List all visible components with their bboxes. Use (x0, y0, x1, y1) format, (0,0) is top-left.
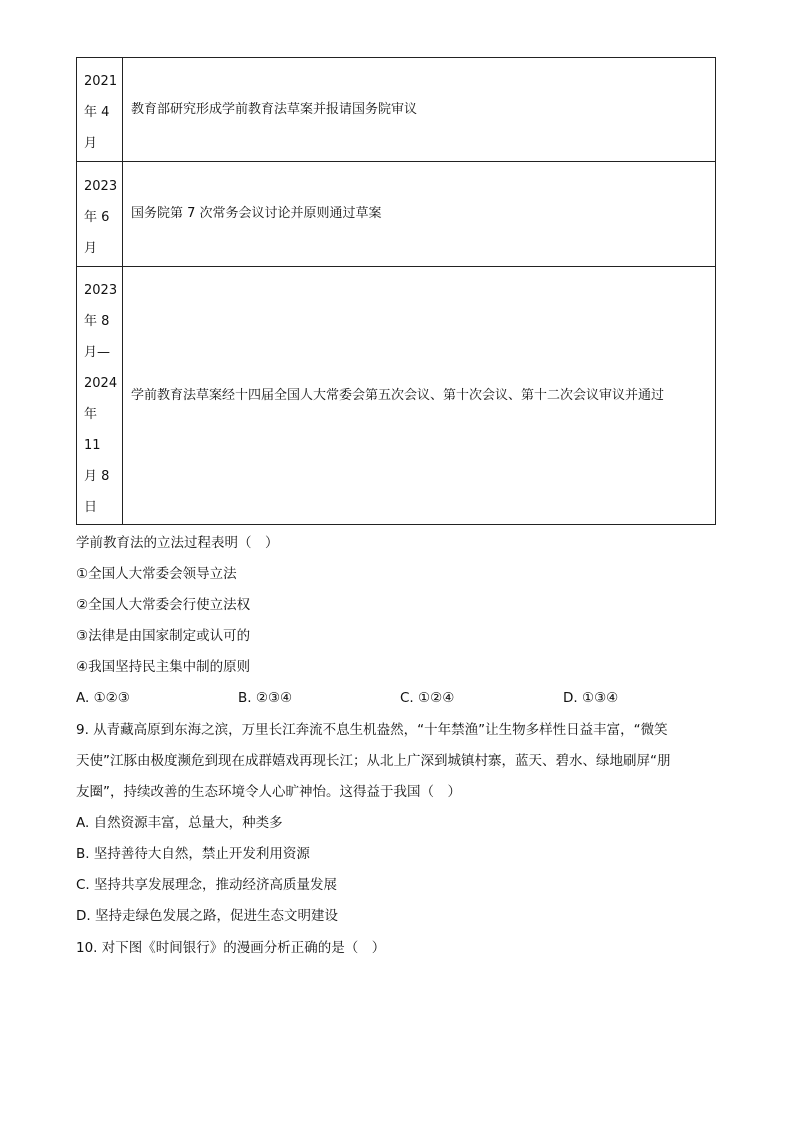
timeline-event-cell: 教育部研究形成学前教育法草案并报请国务院审议 (123, 58, 716, 162)
timeline-date-line: 2023 (84, 178, 118, 194)
question-9 (76, 720, 736, 924)
question-stem: 10. 对下图《时间银行》的漫画分析正确的是（ ） (76, 940, 386, 956)
timeline-date-line: 月 8 (84, 468, 110, 484)
statement-item: ④我国坚持民主集中制的原则 (76, 659, 251, 675)
statement-item: ③法律是由国家制定或认可的 (76, 628, 251, 644)
timeline-date-line: 年 (84, 406, 98, 422)
statement-item: ①全国人大常委会领导立法 (76, 566, 237, 582)
question-10 (76, 938, 736, 962)
timeline-date-line: 月 (84, 240, 98, 256)
timeline-date-line: 年 6 (84, 209, 110, 225)
answer-option-d: D. ①③④ (563, 690, 619, 706)
timeline-date-line: 2023 (84, 282, 118, 298)
legislation-timeline-table (76, 57, 716, 525)
question-8 (76, 533, 736, 713)
answer-option-a: A. ①②③ (76, 690, 130, 706)
timeline-date-line: 2024 (84, 375, 118, 391)
timeline-date-line: 月— (84, 344, 111, 360)
answer-option-c: C. 坚持共享发展理念，推动经济高质量发展 (76, 877, 338, 893)
answer-option-b: B. 坚持善待大自然，禁止开发利用资源 (76, 846, 310, 862)
timeline-date-line: 年 4 (84, 105, 110, 120)
timeline-date-line: 2021 (84, 74, 118, 89)
question-stem-line: 9. 从青藏高原到东海之滨，万里长江奔流不息生机盎然，“十年禁渔”让生物多样性日益丰富，“微笑 (76, 722, 668, 738)
timeline-date-cell (77, 162, 123, 267)
answer-option-a: A. 自然资源丰富，总量大，种类多 (76, 815, 283, 831)
timeline-date-line: 11 (84, 437, 101, 453)
table-row (77, 58, 716, 162)
timeline-event-cell: 国务院第 7 次常务会议讨论并原则通过草案 (123, 162, 716, 267)
question-stem-line: 天使”江豚由极度濒危到现在成群嬉戏再现长江；从北上广深到城镇村寨，蓝天、碧水、绿地刷屏“朋 (76, 753, 671, 769)
timeline-date-cell (77, 267, 123, 525)
answer-option-b: B. ②③④ (238, 690, 293, 706)
question-stem: 学前教育法的立法过程表明（ ） (76, 535, 279, 551)
timeline-date-line: 月 (84, 136, 98, 151)
timeline-date-cell (77, 58, 123, 162)
timeline-date-line: 年 8 (84, 313, 110, 329)
timeline-event-cell: 学前教育法草案经十四届全国人大常委会第五次会议、第十次会议、第十二次会议审议并通过 (123, 267, 716, 525)
question-stem-line: 友圈”，持续改善的生态环境令人心旷神怡。这得益于我国（ ） (76, 784, 461, 800)
table-row (77, 267, 716, 525)
answer-option-c: C. ①②④ (400, 690, 455, 706)
statement-item: ②全国人大常委会行使立法权 (76, 597, 251, 613)
answer-option-d: D. 坚持走绿色发展之路，促进生态文明建设 (76, 908, 338, 924)
table-row (77, 162, 716, 267)
timeline-date-line: 日 (84, 499, 98, 515)
